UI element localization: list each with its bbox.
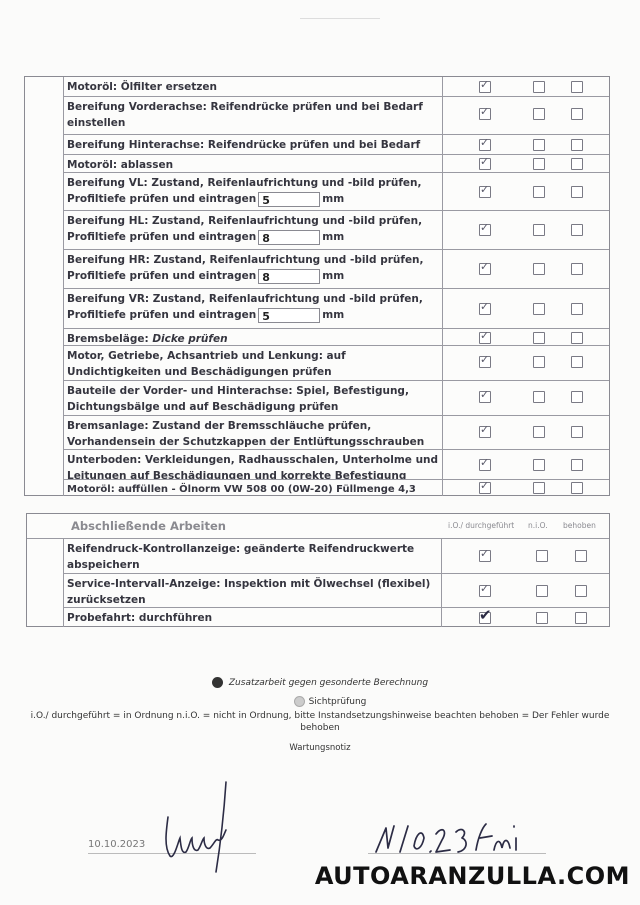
row-label (63, 329, 443, 346)
row-label: Probefahrt: durchführen (63, 608, 442, 627)
col-header-fixed: behoben (563, 521, 596, 530)
checkbox-fixed[interactable] (571, 332, 583, 344)
checkbox-fixed[interactable] (571, 356, 583, 368)
table-row (63, 607, 609, 627)
legend-visual-check (0, 696, 640, 707)
scan-artifact-line (300, 18, 380, 19)
row-label: Motor, Getriebe, Achsantrieb und Lenkung: auf Undichtigkeiten und Beschädigungen prüfen (63, 346, 443, 381)
tyre-check-label: Bereifung HL: Zustand, Reifenlaufrichtung und -bild prüfen, (67, 215, 423, 227)
checkbox-fixed[interactable] (571, 186, 583, 198)
table-row (63, 172, 609, 211)
checkbox-ok[interactable] (479, 585, 491, 597)
checkbox-nio[interactable] (533, 482, 545, 494)
checkbox-fixed[interactable] (571, 139, 583, 151)
table-row (63, 415, 609, 450)
tread-depth-label: Profiltiefe prüfen und eintragen (67, 193, 257, 205)
col-header-nio: n.i.O. (528, 521, 548, 530)
row-label: Motoröl: auffüllen - Ölnorm VW 508 00 (0W-20) Füllmenge 4,3 (63, 480, 443, 496)
table-row (63, 77, 609, 96)
checkbox-fixed[interactable] (571, 224, 583, 236)
table-row (63, 210, 609, 250)
checkbox-fixed[interactable] (571, 303, 583, 315)
row-label: Bauteile der Vorder- und Hinterachse: Spiel, Befestigung, Dichtungsbälge und auf Beschädigung prüfen (63, 381, 443, 416)
checkbox-ok[interactable] (479, 158, 491, 170)
table-row (63, 134, 609, 155)
tread-depth-field[interactable]: 5 (258, 308, 320, 323)
checkbox-nio[interactable] (533, 224, 545, 236)
row-label: Unterboden: Verkleidungen, Radhausschalen, Unterholme und Leitungen auf Beschädigungen und korrekte Befestigung (63, 450, 443, 480)
extra-work-icon (212, 677, 223, 688)
checkbox-ok[interactable] (479, 391, 491, 403)
checkbox-nio[interactable] (533, 158, 545, 170)
unit-label: mm (322, 193, 345, 205)
checkbox-nio[interactable] (533, 391, 545, 403)
table-row (63, 96, 609, 135)
visual-check-label: Sichtprüfung (308, 697, 367, 707)
table-row (63, 449, 609, 480)
legend-extra-work (0, 677, 640, 688)
row-label: Motoröl: Ölfilter ersetzen (63, 77, 443, 96)
extra-work-label: Zusatzarbeit gegen gesonderte Berechnung (228, 678, 429, 688)
unit-label: mm (322, 270, 345, 282)
row-label: Motoröl: ablassen (63, 155, 443, 173)
handwritten-date (372, 808, 532, 860)
checkbox-ok[interactable] (479, 224, 491, 236)
checkbox-fixed[interactable] (571, 482, 583, 494)
checkbox-nio[interactable] (533, 426, 545, 438)
checkbox-ok[interactable] (479, 426, 491, 438)
table-row (63, 573, 609, 608)
row-label: Bereifung Vorderachse: Reifendrücke prüfen und bei Bedarf einstellen (63, 97, 443, 135)
col-header-ok: i.O./ durchgeführt (448, 521, 515, 530)
checkbox-nio[interactable] (533, 459, 545, 471)
table-row (63, 479, 609, 496)
checkbox-nio[interactable] (533, 108, 545, 120)
row-label: Service-Intervall-Anzeige: Inspektion mit Ölwechsel (flexibel) zurücksetzen (63, 574, 442, 608)
checkbox-fixed[interactable] (571, 81, 583, 93)
tread-depth-label: Profiltiefe prüfen und eintragen (67, 231, 257, 243)
unit-label: mm (322, 231, 345, 243)
tyre-check-label: Bereifung VL: Zustand, Reifenlaufrichtung und -bild prüfen, (67, 177, 422, 189)
table-row (63, 345, 609, 381)
watermark-brand: AUTOARANZULLA.COM (314, 862, 630, 890)
checkbox-nio[interactable] (533, 263, 545, 275)
checkbox-nio[interactable] (536, 585, 548, 597)
checkbox-ok[interactable] (479, 139, 491, 151)
table-row (63, 328, 609, 346)
notes-title: Wartungsnotiz (289, 743, 351, 753)
legend-explanation: i.O./ durchgeführt = in Ordnung n.i.O. = nicht in Ordnung, bitte Instandsetzungshinweise beachten behoben = Der Fehler wurde behoben (30, 711, 610, 733)
final-works-table (26, 513, 610, 627)
tread-depth-label: Profiltiefe prüfen und eintragen (67, 309, 257, 321)
final-title: Abschließende Arbeiten (71, 519, 226, 533)
checkbox-nio[interactable] (533, 303, 545, 315)
tyre-check-label: Bereifung VR: Zustand, Reifenlaufrichtung und -bild prüfen, (67, 293, 423, 305)
tread-depth-label: Profiltiefe prüfen und eintragen (67, 270, 257, 282)
table-row (63, 380, 609, 416)
tread-depth-field[interactable]: 8 (258, 269, 320, 284)
visual-check-icon (294, 696, 305, 707)
row-label (63, 250, 443, 289)
checkbox-nio[interactable] (533, 332, 545, 344)
checkbox-ok[interactable] (479, 459, 491, 471)
checkbox-fixed[interactable] (571, 459, 583, 471)
checkbox-fixed[interactable] (571, 426, 583, 438)
table-row (63, 288, 609, 329)
checkbox-nio[interactable] (536, 612, 548, 624)
signature-mechanic (156, 772, 246, 882)
unit-label: mm (322, 309, 345, 321)
maintenance-checklist-table (24, 76, 610, 496)
table-row (63, 154, 609, 173)
final-header (27, 514, 609, 539)
checkbox-nio[interactable] (533, 139, 545, 151)
brake-pads-label: Bremsbeläge: (67, 333, 153, 345)
checkbox-fixed[interactable] (575, 585, 587, 597)
brake-pads-task: Dicke prüfen (152, 333, 228, 345)
print-date: 10.10.2023 (88, 839, 146, 850)
row-label (63, 211, 443, 250)
checkbox-fixed[interactable] (575, 612, 587, 624)
checkbox-fixed[interactable] (571, 263, 583, 275)
checkbox-ok[interactable] (479, 356, 491, 368)
checkbox-nio[interactable] (536, 550, 548, 562)
checkbox-ok[interactable] (479, 332, 491, 344)
checkbox-ok[interactable] (479, 81, 491, 93)
checkbox-ok[interactable] (479, 108, 491, 120)
checkbox-ok[interactable] (479, 186, 491, 198)
checkbox-fixed[interactable] (571, 158, 583, 170)
checkbox-ok[interactable] (479, 550, 491, 562)
checkbox-ok[interactable] (479, 303, 491, 315)
tread-depth-field[interactable]: 5 (258, 192, 320, 207)
checkbox-fixed[interactable] (571, 108, 583, 120)
tread-depth-field[interactable]: 8 (258, 230, 320, 245)
checkbox-ok[interactable] (479, 263, 491, 275)
table-row (63, 538, 609, 574)
table-row (63, 249, 609, 289)
row-label: Bremsanlage: Zustand der Bremsschläuche prüfen, Vorhandensein der Schutzkappen der Entlüftungsschrauben (63, 416, 443, 450)
checkbox-fixed[interactable] (571, 391, 583, 403)
tyre-check-label: Bereifung HR: Zustand, Reifenlaufrichtung und -bild prüfen, (67, 254, 424, 266)
checkbox-ok[interactable] (479, 482, 491, 494)
row-label (63, 289, 443, 329)
checkbox-nio[interactable] (533, 356, 545, 368)
checkbox-fixed[interactable] (575, 550, 587, 562)
row-label: Reifendruck-Kontrollanzeige: geänderte Reifendruckwerte abspeichern (63, 539, 442, 574)
row-label (63, 173, 443, 211)
row-label: Bereifung Hinterachse: Reifendrücke prüfen und bei Bedarf (63, 135, 443, 155)
checkbox-nio[interactable] (533, 81, 545, 93)
checkbox-ok[interactable] (479, 612, 491, 624)
checkbox-nio[interactable] (533, 186, 545, 198)
